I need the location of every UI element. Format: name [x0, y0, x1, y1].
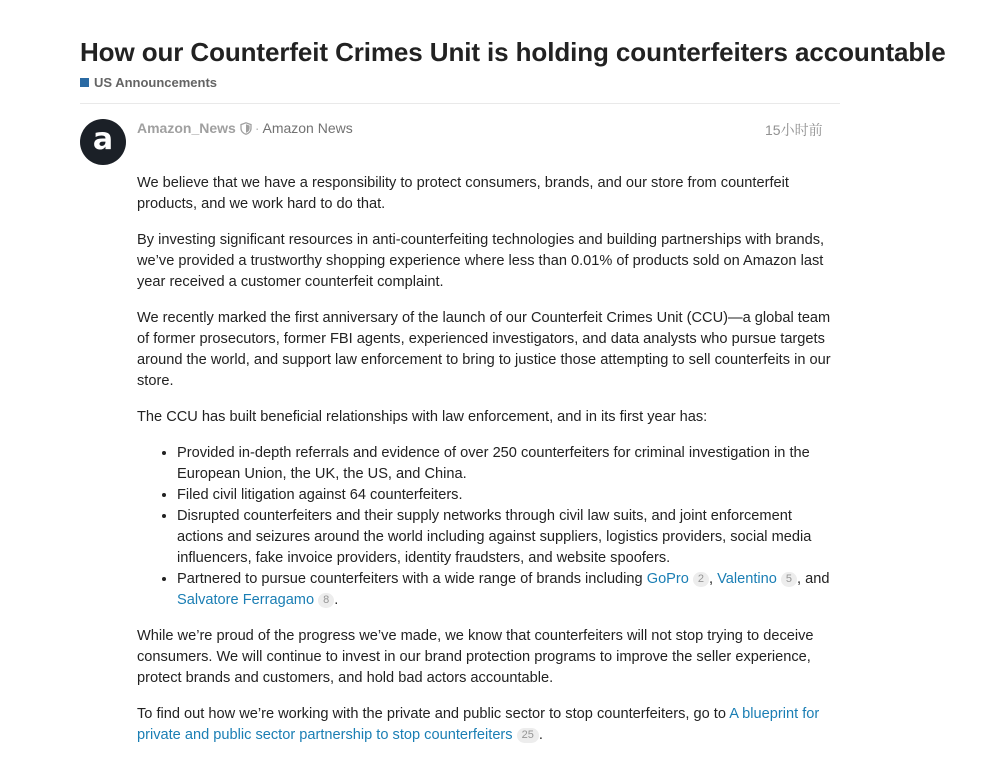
list-item-text: ,	[709, 571, 718, 587]
shield-icon	[240, 122, 252, 135]
full-name: Amazon News	[262, 120, 353, 136]
post-body	[137, 173, 837, 761]
paragraph-text: .	[538, 727, 543, 743]
post-date[interactable]: 15小时前	[765, 122, 823, 138]
category-label: US Announcements	[94, 75, 218, 90]
paragraph: We recently marked the first anniversary of the launch of our Counterfeit Crimes Unit (CCU)—a global team of former prosecutors, former FBI agents, experienced investigators, and data analysts who pursue targets around the world, and support law enforcement to bring to justice those attempting to sell counterfeits in our store.	[137, 310, 831, 389]
category-badge[interactable]	[80, 75, 217, 90]
click-count-badge: 5	[781, 572, 797, 587]
click-count-badge: 2	[693, 572, 709, 587]
click-count-badge: 25	[517, 728, 539, 743]
list-item: • Disrupted counterfeiters and their supply networks through civil law suits, and joint enforcement actions and seizures around the world including against suppliers, logistics providers, social media influencers, fake invoice providers, identity fraudsters, and website spoofers.	[177, 506, 837, 569]
avatar[interactable]	[80, 119, 126, 165]
gopro-link[interactable]: GoPro	[646, 571, 689, 587]
list-item-text: , and	[797, 571, 830, 587]
paragraph-text: To find out how we’re working with the private and public sector to stop counterfeiters, go to	[137, 706, 730, 722]
paragraph: By investing significant resources in anti-counterfeiting technologies and building partnerships with brands, we’ve provided a trustworthy shopping experience where less than 0.01% of products sold on Amazon last year received a customer counterfeit complaint.	[137, 232, 825, 290]
topic-title: How our Counterfeit Crimes Unit is holding counterfeiters accountable	[80, 37, 946, 67]
divider	[80, 103, 840, 104]
list-item-text: Partnered to pursue counterfeiters with a wide range of brands including	[177, 571, 647, 587]
paragraph: While we’re proud of the progress we’ve made, we know that counterfeiters will not stop trying to deceive consumers. We will continue to invest in our brand protection programs to improve the seller experience, protect brands and customers, and hold bad actors accountable.	[137, 628, 814, 686]
salvatore-ferragamo-link[interactable]: Salvatore Ferragamo	[177, 592, 315, 608]
username-link[interactable]: Amazon_News	[137, 120, 236, 136]
list-item: • Provided in-depth referrals and evidence of over 250 counterfeiters for criminal investigation in the European Union, the UK, the US, and China.	[177, 443, 837, 485]
list-item: • Filed civil litigation against 64 counterfeiters.	[177, 485, 837, 506]
meta-separator: ·	[254, 120, 260, 136]
avatar-letter: a	[92, 122, 114, 157]
list-item	[177, 569, 837, 611]
post-meta	[137, 120, 353, 136]
paragraph: The CCU has built beneficial relationships with law enforcement, and in its first year has:	[137, 409, 708, 425]
click-count-badge: 8	[318, 593, 334, 608]
achievements-list	[137, 443, 837, 611]
paragraph	[137, 704, 837, 746]
paragraph: We believe that we have a responsibility to protect consumers, brands, and our store from counterfeit products, and we work hard to do that.	[137, 175, 789, 212]
category-color-square	[80, 78, 89, 87]
valentino-link[interactable]: Valentino	[717, 571, 777, 587]
blueprint-link[interactable]: A blueprint for private and public sector partnership to stop counterfeiters	[137, 706, 820, 743]
list-item-text: .	[334, 592, 339, 608]
